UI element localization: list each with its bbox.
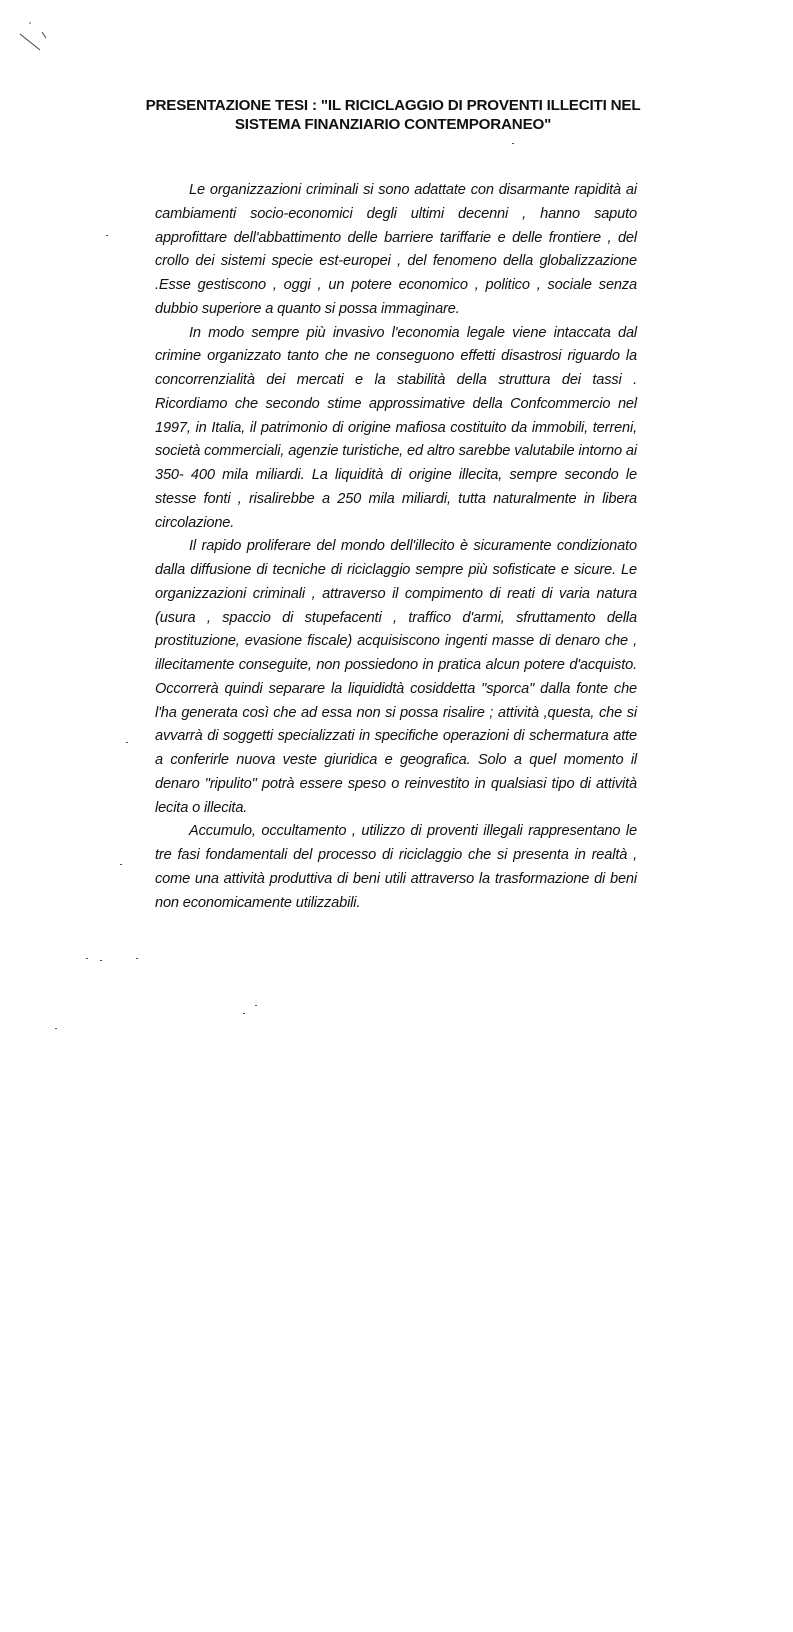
scan-speck <box>120 864 122 865</box>
scan-artifact-mark <box>16 20 56 60</box>
title-line-2: SISTEMA FINANZIARIO CONTEMPORANEO" <box>234 116 552 133</box>
scan-speck <box>243 1013 245 1014</box>
scan-speck <box>512 143 514 144</box>
scan-speck <box>106 235 108 236</box>
scan-speck <box>126 742 128 743</box>
title-line-1: PRESENTAZIONE TESI : "IL RICICLAGGIO DI PROVENTI ILLECITI NEL <box>145 97 641 114</box>
document-body <box>155 179 637 915</box>
paragraph-1: Le organizzazioni criminali si sono adattate con disarmante rapidità ai cambiamenti socio-economici degli ultimi decenni , hanno saputo approfittare dell'abbattimento delle barriere tariffarie e delle frontiere , del crollo dei sistemi specie est-europei , del fenomeno della globalizzazione .Esse gestiscono , oggi , un potere economico , politico , sociale senza dubbio superiore a quanto si possa immaginare. <box>155 182 637 317</box>
document-title <box>112 96 674 134</box>
scan-speck <box>100 960 102 961</box>
scan-speck <box>55 1028 57 1029</box>
scan-speck <box>136 958 138 959</box>
scan-speck <box>255 1005 257 1006</box>
paragraph-4: Accumulo, occultamento , utilizzo di proventi illegali rappresentano le tre fasi fondamentali del processo di riciclaggio che si presenta in realtà , come una attività produttiva di beni utili attraverso la trasformazione di beni non economicamente utilizzabili. <box>155 823 637 911</box>
paragraph-2: In modo sempre più invasivo l'economia legale viene intaccata dal crimine organizzato tanto che ne conseguono effetti disastrosi riguardo la concorrenzialità dei mercati e la stabilità della struttura dei tassi . Ricordiamo che secondo stime approssimative della Confcommercio nel 1997, in Italia, il patrimonio di origine mafiosa costituito da immobili, terreni, società commerciali, agenzie turistiche, ed altro sarebbe valutabile intorno ai 350- 400 mila miliardi. La liquidità di origine illecita, sempre secondo le stesse fonti , risalirebbe a 250 mila miliardi, tutta naturalmente in libera circolazione. <box>155 324 637 531</box>
scan-speck <box>86 958 88 959</box>
paragraph-3: Il rapido proliferare del mondo dell'illecito è sicuramente condizionato dalla diffusione di tecniche di riciclaggio sempre più sofisticate e sicure. Le organizzazioni criminali , attraverso il compimento di reati di varia natura (usura , spaccio di stupefacenti , traffico d'armi, sfruttamento della prostituzione, evasione fiscale) acquisiscono ingenti masse di denaro che , illecitamente conseguite, non possiedono in pratica alcun potere d'acquisto. Occorrerà quindi separare la liquididtà cosiddetta "sporca" dalla fonte che l'ha generata così che ad essa non si possa risalire ; attività ,questa, che si avvarrà di soggetti specializzati in specifiche operazioni di schermatura atte a conferirle nuova veste giuridica e geografica. Solo a quel momento il denaro "ripulito" potrà essere speso o reinvestito in qualsiasi tipo di attività lecita o illecita. <box>155 538 637 816</box>
